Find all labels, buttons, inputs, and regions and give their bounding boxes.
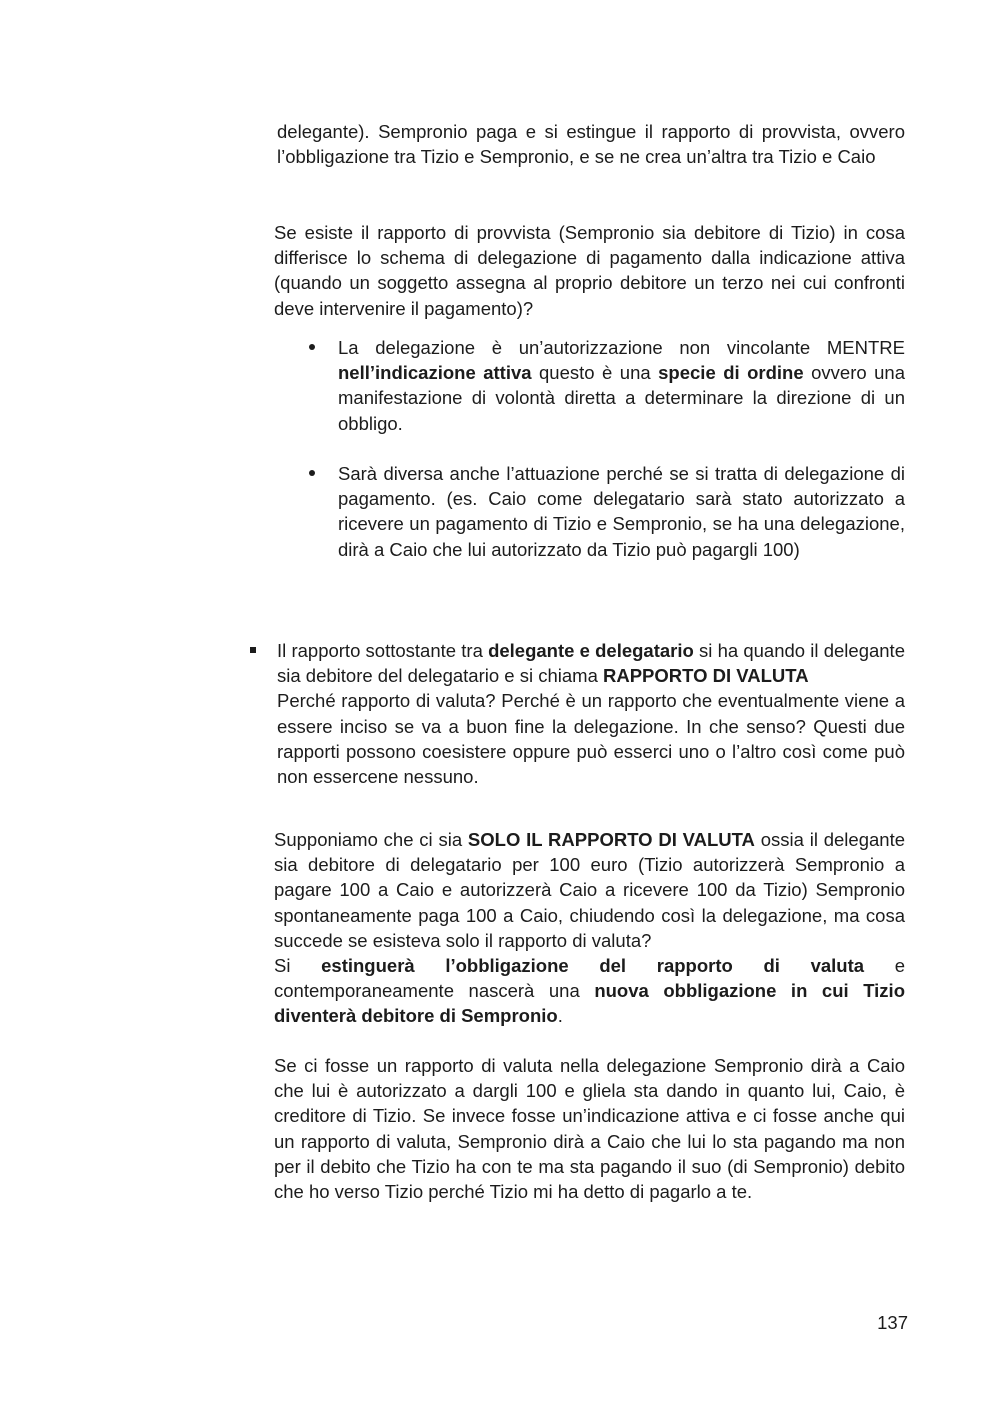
- square-part2: si ha quando il delegante sia debitore del delegatario e si chiama: [277, 640, 905, 687]
- valuta-bold3: nuova obbligazione in cui Tizio diventerà debitore di Sempronio: [274, 980, 905, 1027]
- continuation-text: delegante). Sempronio paga e si estingue il rapporto di provvista, ovvero l’obbligazione tra Tizio e Sempronio, e se ne crea un’altra tra Tizio e Caio: [277, 121, 905, 168]
- bullet-2-text: Sarà diversa anche l’attuazione perché se si tratta di delegazione di pagamento. (es. Caio come delegatario sarà stato autorizzato a ricevere un pagamento di Tizio e Sempronio, se ha una delegazione, dirà a Caio che lui autorizzato da Tizio può pagargli 100): [338, 463, 905, 560]
- valuta-bold2: estinguerà l’obbligazione del rapporto di valuta: [321, 955, 865, 977]
- square-bold2: RAPPORTO DI VALUTA: [603, 665, 809, 687]
- question-paragraph: [274, 220, 905, 321]
- valuta-bold1: SOLO IL RAPPORTO DI VALUTA: [467, 829, 755, 850]
- valuta-paragraph: [274, 827, 905, 1029]
- bullet-item-1: [338, 335, 905, 436]
- valuta-part2: ossia il delegante sia debitore di delegatario per 100 euro (Tizio autorizzerà Sempronio a pagare 100 a Caio e autorizzerà Caio a ricevere 100 da Tizio) Sempronio spontaneamente paga 100 a Caio, chiudendo così la delegazione, ma cosa succede se esisteva solo il rapporto di valuta?: [274, 829, 905, 951]
- bullet-dot: [309, 344, 315, 350]
- valuta-line2-end: .: [557, 1005, 563, 1027]
- square-item: [277, 638, 905, 789]
- bullet-1-bold2: specie di ordine: [658, 362, 804, 384]
- square-follow-text: Perché rapporto di valuta? Perché è un rapporto che eventualmente viene a essere inciso se va a buon fine la delegazione. In che senso? Questi due rapporti possono coesistere oppure può esserci uno o l’altro così come può non essercene nessuno.: [277, 690, 905, 788]
- bullet-1-part2: questo è una: [531, 362, 659, 384]
- page-number: 137: [877, 1312, 908, 1333]
- valuta-part1: Supponiamo che ci sia: [274, 829, 468, 850]
- bullet-item-2: [338, 461, 905, 562]
- final-text: Se ci fosse un rapporto di valuta nella delegazione Sempronio dirà a Caio che lui è autorizzato a dargli 100 e gliela sta dando in quanto lui, Caio, è creditore di Tizio. Se invece fosse un’indicazione attiva e ci fosse anche qui un rapporto di valuta, Sempronio dirà a Caio che lui lo sta pagando ma non per il debito che Tizio ha con te ma sta pagando il suo (di Sempronio) debito che ho verso Tizio perché Tizio mi ha detto di pagarlo a te.: [274, 1055, 905, 1203]
- square-bold1: delegante e delegatario: [488, 640, 694, 661]
- final-paragraph: [274, 1053, 905, 1204]
- valuta-line2-start: Si: [274, 955, 322, 977]
- bullet-1-part3: ovvero una manifestazione di volontà diretta a determinare la direzione di un obbligo.: [338, 362, 905, 434]
- square-part1: Il rapporto sottostante tra: [277, 640, 489, 661]
- bullet-1-bold1: nell’indicazione attiva: [338, 362, 532, 384]
- bullet-1-part1: La delegazione è un’autorizzazione non vincolante MENTRE: [338, 337, 905, 358]
- question-text: Se esiste il rapporto di provvista (Sempronio sia debitore di Tizio) in cosa differisce lo schema di delegazione di pagamento dalla indicazione attiva (quando un soggetto assegna al proprio debitore un terzo nei cui confronti deve intervenire il pagamento)?: [274, 222, 905, 319]
- valuta-line2-mid: e contemporaneamente nascerà una: [274, 955, 906, 1002]
- square-bullet: [250, 647, 256, 653]
- bullet-dot: [309, 470, 315, 476]
- continuation-paragraph: [277, 119, 905, 169]
